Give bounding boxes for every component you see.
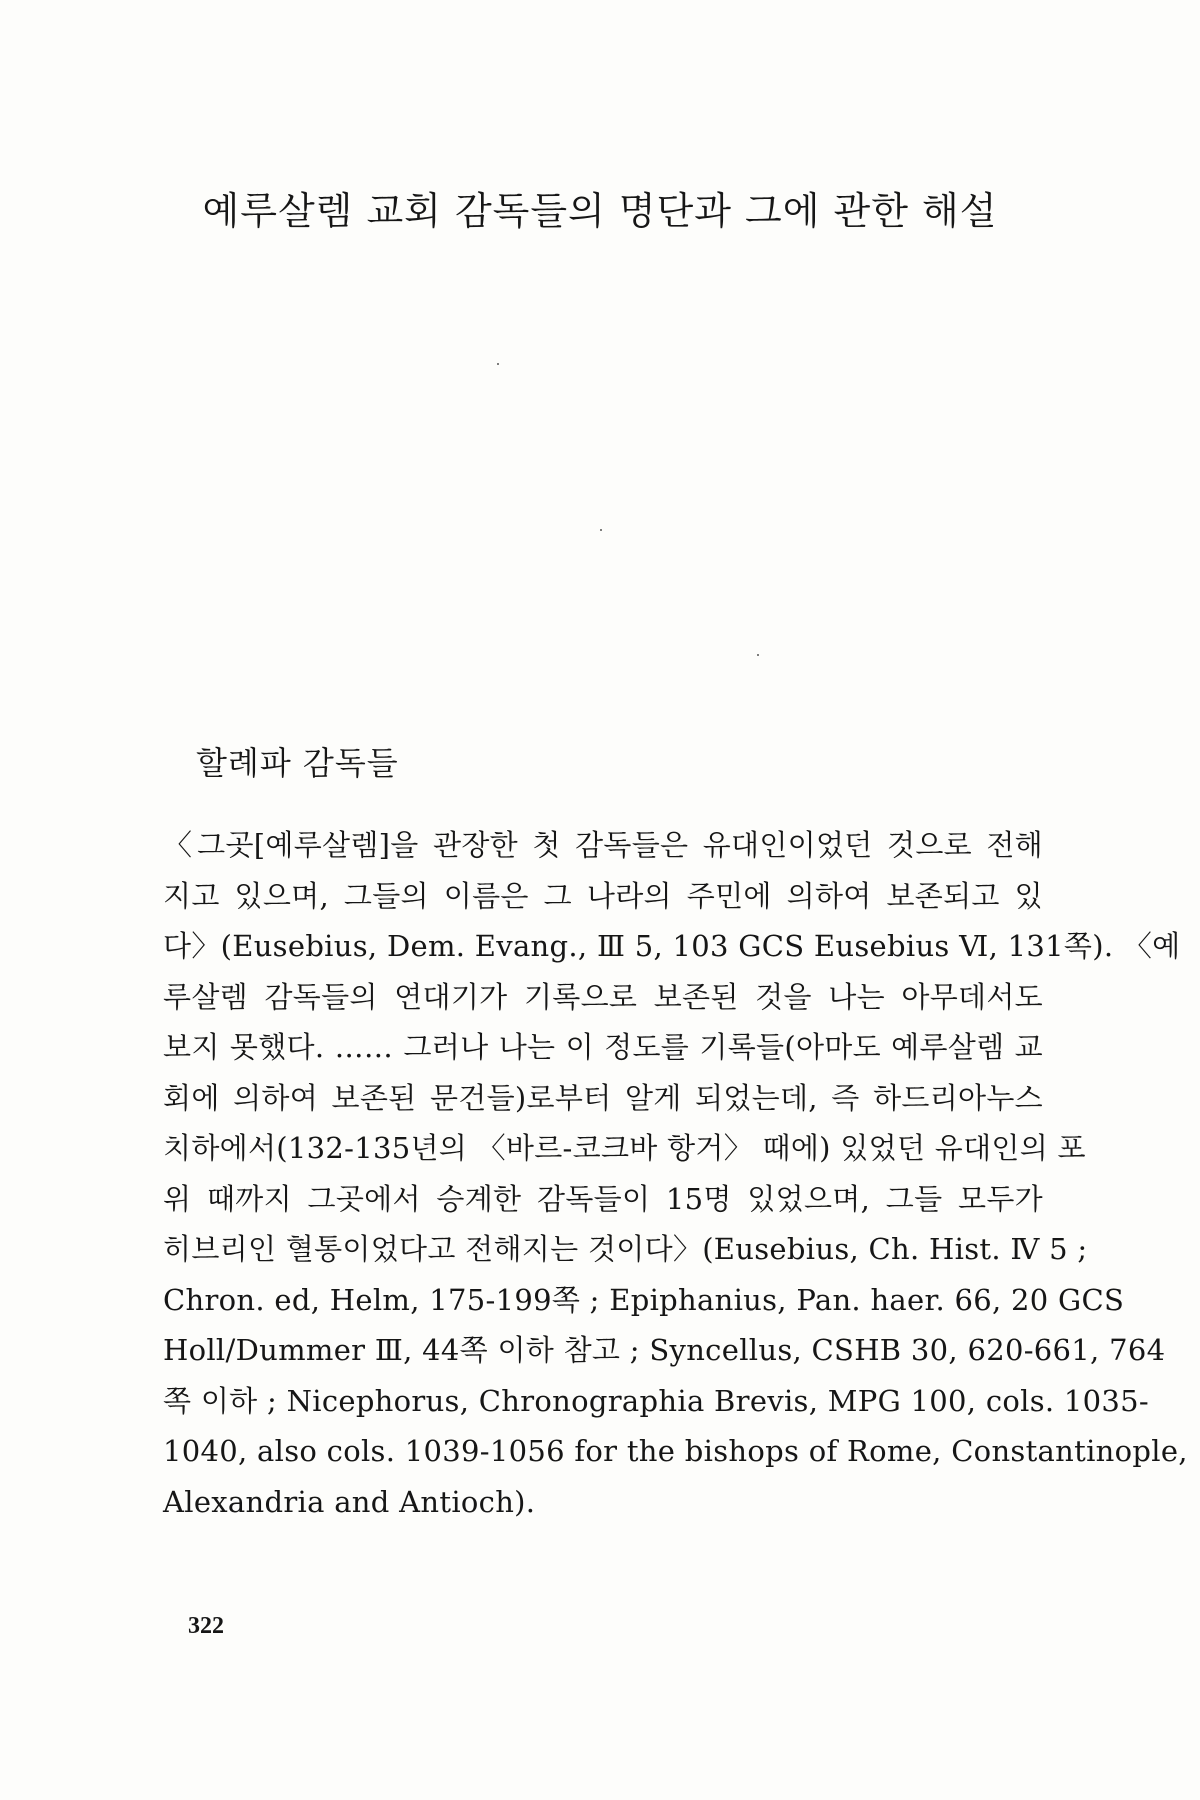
text-line: Chron. ed, Helm, 175-199쪽 ; Epiphanius, Pan. haer. 66, 20 GCS: [163, 1282, 1125, 1317]
text-line: 회에 의하여 보존된 문건들)로부터 알게 되었는데, 즉 하드리아누스: [163, 1080, 1043, 1115]
text-line: 1040, also cols. 1039-1056 for the bishops of Rome, Constantinople,: [163, 1434, 1188, 1468]
section-heading: 할례파 감독들: [196, 744, 399, 782]
text-line: 〈그곳[예루살렘]을 관장한 첫 감독들은 유대인이었던 것으로 전해: [163, 828, 1043, 862]
text-line: Holl/Dummer Ⅲ, 44쪽 이하 참고 ; Syncellus, CSHB 30, 620-661, 764: [163, 1333, 1166, 1367]
body-paragraph: [163, 820, 1188, 1527]
scan-speck: [497, 363, 499, 365]
text-line: 쪽 이하 ; Nicephorus, Chronographia Brevis, MPG 100, cols. 1035-: [163, 1383, 1150, 1418]
text-line: 치하에서(132-135년의 〈바르-코크바 항거〉 때에) 있었던 유대인의 포: [163, 1131, 1086, 1165]
page-title: 예루살렘 교회 감독들의 명단과 그에 관한 해설: [202, 189, 998, 233]
text-line: 히브리인 혈통이었다고 전해지는 것이다〉(Eusebius, Ch. Hist. Ⅳ 5 ;: [163, 1232, 1088, 1266]
page-number: 322: [188, 1613, 224, 1639]
text-line: 루살렘 감독들의 연대기가 기록으로 보존된 것을 나는 아무데서도: [163, 979, 1043, 1014]
text-line: 다〉(Eusebius, Dem. Evang., Ⅲ 5, 103 GCS Eusebius Ⅵ, 131쪽). 〈예: [163, 929, 1181, 963]
text-line: Alexandria and Antioch).: [163, 1484, 536, 1519]
text-line: 보지 못했다. …… 그러나 나는 이 정도를 기록들(아마도 예루살렘 교: [163, 1030, 1043, 1064]
scan-speck: [600, 529, 602, 531]
text-line: 지고 있으며, 그들의 이름은 그 나라의 주민에 의하여 보존되고 있: [163, 878, 1043, 913]
scan-speck: [757, 654, 759, 656]
text-line: 위 때까지 그곳에서 승계한 감독들이 15명 있었으며, 그들 모두가: [163, 1181, 1043, 1216]
